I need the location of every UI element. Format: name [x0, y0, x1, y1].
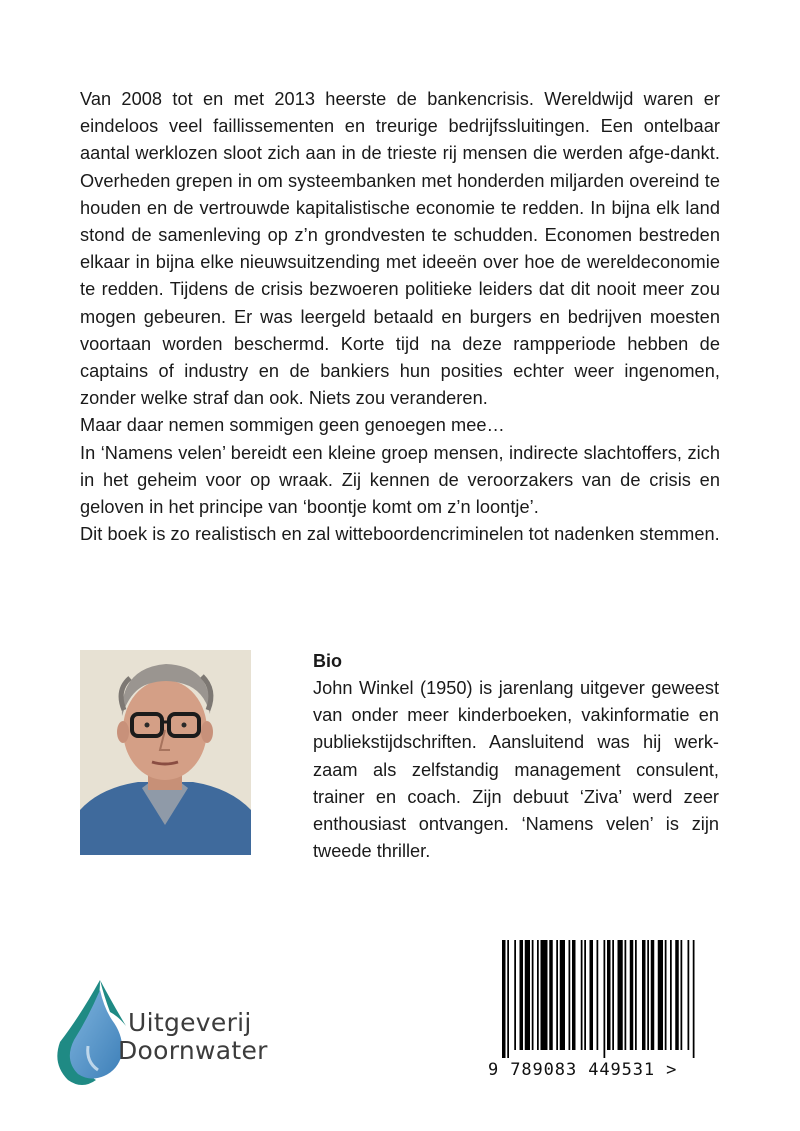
- barcode-bar: [618, 940, 623, 1050]
- barcode-bar: [597, 940, 599, 1050]
- isbn-digits: 9 789083 449531 >: [488, 1060, 678, 1080]
- blurb-paragraph: Dit boek is zo realistisch en zal witteboordencriminelen tot nadenken stemmen.: [80, 524, 720, 545]
- barcode-bar: [630, 940, 634, 1050]
- barcode-bar: [537, 940, 539, 1050]
- barcode-bar: [647, 940, 649, 1050]
- barcode-bar: [604, 940, 606, 1058]
- barcode-bar: [569, 940, 571, 1050]
- barcode-bar: [658, 940, 663, 1050]
- bio-heading: Bio: [313, 651, 342, 671]
- barcode-bar: [670, 940, 672, 1050]
- barcode-bar: [581, 940, 583, 1050]
- barcode-bar: [612, 940, 614, 1050]
- barcode-bar: [507, 940, 509, 1058]
- isbn-barcode: [488, 940, 708, 1090]
- barcode-bar: [556, 940, 558, 1050]
- publisher-name-line2: Doornwater: [118, 1036, 268, 1065]
- bio-text: John Winkel (1950) is jarenlang uitgever geweest van onder meer kinderboeken, vakinformatie en publiekstijdschriften. Aansluitend was hij werk-zaam als zelfstandig management consulent, trainer en coach. Zijn debuut ‘Ziva’ werd zeer enthousiast ontvangen. ‘Namens velen’ is zijn tweede thriller.: [313, 678, 719, 862]
- barcode-bar: [665, 940, 667, 1050]
- barcode-bar: [584, 940, 586, 1050]
- barcode-bar: [514, 940, 516, 1050]
- barcode-bar: [525, 940, 530, 1050]
- blurb: [80, 86, 720, 548]
- barcode-bar: [502, 940, 506, 1058]
- barcode-bar: [635, 940, 637, 1050]
- barcode-bar: [560, 940, 565, 1050]
- barcode-bar: [651, 940, 655, 1050]
- barcode-bar: [642, 940, 646, 1050]
- author-photo: [80, 650, 251, 855]
- barcode-bar: [520, 940, 524, 1050]
- publisher-logo: [52, 976, 292, 1091]
- barcode-bar: [681, 940, 683, 1050]
- barcode-bar: [625, 940, 627, 1050]
- blurb-paragraph: In ‘Namens velen’ bereidt een kleine groep mensen, indirecte slachtoffers, zich in het geheim voor op wraak. Zij kennen de veroorzakers van de crisis en geloven in het principe van ‘boontje komt om z’n loontje’.: [80, 442, 720, 518]
- barcode-bar: [532, 940, 534, 1050]
- barcode-bar: [693, 940, 695, 1058]
- blurb-paragraph: Maar daar nemen sommigen geen genoegen mee…: [80, 415, 505, 436]
- barcode-bar: [688, 940, 690, 1050]
- barcode-bar: [675, 940, 679, 1050]
- barcode-bar: [572, 940, 576, 1050]
- publisher-name-line1: Uitgeverij: [128, 1008, 252, 1037]
- barcode-bar: [541, 940, 548, 1050]
- author-bio: [313, 648, 719, 865]
- barcode-bar: [549, 940, 553, 1050]
- barcode-bars: [488, 940, 708, 1058]
- blurb-paragraph: Van 2008 tot en met 2013 heerste de bankencrisis. Wereldwijd waren er eindeloos veel faillissementen en treurige bedrijfssluitingen. Een ontelbaar aantal werklozen sloot zich aan in de trieste rij mensen die werden afge-dankt. Overheden grepen in om systeembanken met honderden miljarden overeind te houden en de vertrouwde kapitalistische economie te redden. In bijna elk land stond de samenleving op z’n grondvesten te schudden. Economen bestreden elkaar in bijna elke nieuwsuitzending met ideeën over hoe de wereldeconomie te redden. Tijdens de crisis bezwoeren politieke leiders dat dit nooit meer zou mogen gebeuren. Er was leergeld betaald en burgers en bedrijven moesten voortaan worden beschermd. Korte tijd na deze rampperiode hebben de captains of industry en de bankiers hun posities echter weer ingenomen, zonder welke straf dan ook. Niets zou veranderen.: [80, 89, 720, 409]
- barcode-bar: [590, 940, 594, 1050]
- barcode-bar: [607, 940, 611, 1050]
